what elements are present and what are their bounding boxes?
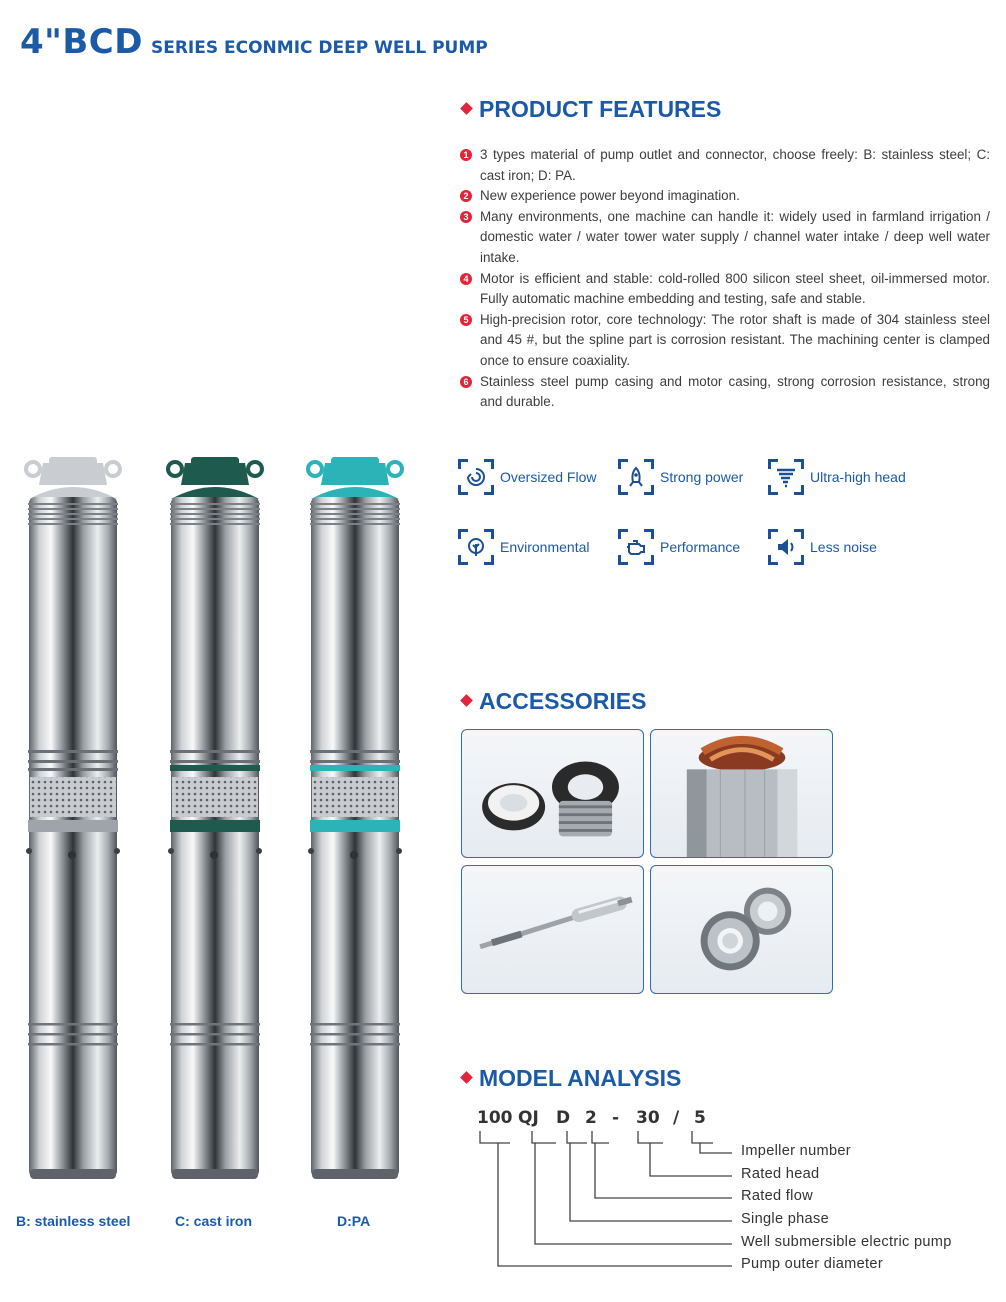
engine-icon [618, 529, 654, 565]
accessories-heading: ACCESSORIES [462, 688, 646, 715]
badge-strong-power: Strong power [618, 458, 743, 496]
model-code-flow: 2 [585, 1108, 597, 1128]
badge-ultra-high-head: Ultra-high head [768, 458, 906, 496]
diamond-icon [460, 102, 473, 115]
pump-cast-iron [168, 457, 262, 1179]
page-header [20, 22, 488, 62]
model-label: Rated head [741, 1166, 820, 1182]
accessory-mechanical-seal [461, 729, 644, 858]
diamond-icon [460, 1071, 473, 1084]
features-heading: PRODUCT FEATURES [462, 96, 721, 123]
features-list [460, 145, 990, 413]
swirl-icon [458, 459, 494, 495]
speaker-icon [768, 529, 804, 565]
model-code-impeller: 5 [694, 1108, 706, 1128]
eco-tree-icon [458, 529, 494, 565]
feature-item: 5 High-precision rotor, core technology: The rotor shaft is made of 304 stainless steel and 45 #, but the spline part is corrosion resistant. The machining center is clamped once to ensure coaxiality. [460, 310, 990, 372]
number-badge-icon: 1 [460, 149, 472, 161]
model-code-head: 30 [636, 1108, 660, 1128]
number-badge-icon: 3 [460, 211, 472, 223]
number-badge-icon: 5 [460, 314, 472, 326]
accessory-motor-stator [650, 729, 833, 858]
caption-cast-iron: C: cast iron [175, 1213, 253, 1229]
badge-oversized-flow: Oversized Flow [458, 458, 596, 496]
number-badge-icon: 6 [460, 376, 472, 388]
feature-item: 6 Stainless steel pump casing and motor casing, strong corrosion resistance, strong and durable. [460, 372, 990, 413]
badge-less-noise: Less noise [768, 528, 877, 566]
diamond-icon [460, 694, 473, 707]
model-heading: MODEL ANALYSIS [462, 1065, 681, 1092]
number-badge-icon: 2 [460, 190, 472, 202]
badge-performance: Performance [618, 528, 740, 566]
pump-images [0, 455, 440, 1195]
model-connector-lines [470, 1105, 1000, 1285]
accessory-ball-bearing [650, 865, 833, 994]
model-analysis [470, 1105, 1000, 1285]
caption-pa: D:PA [337, 1213, 371, 1229]
model-code-slash: / [673, 1108, 680, 1128]
rocket-icon [618, 459, 654, 495]
feature-item: 2 New experience power beyond imagination. [460, 186, 990, 207]
model-code-type: QJ [518, 1108, 539, 1128]
number-badge-icon: 4 [460, 273, 472, 285]
model-code-dash: - [612, 1108, 620, 1128]
pump-pa [308, 457, 402, 1179]
feature-item: 3 Many environments, one machine can handle it: widely used in farmland irrigation / domestic water / water tower water supply / channel water intake / deep well water intake. [460, 207, 990, 269]
page-subtitle: SERIES ECONMIC DEEP WELL PUMP [150, 38, 488, 58]
tornado-icon [768, 459, 804, 495]
pump-stainless-steel [26, 457, 120, 1179]
model-code-phase: D [556, 1108, 571, 1128]
page-title: 4"BCD [20, 22, 143, 62]
feature-item: 4 Motor is efficient and stable: cold-rolled 800 silicon steel sheet, oil-immersed motor. Fully automatic machine embedding and testing, safe and stable. [460, 269, 990, 310]
model-label: Rated flow [741, 1188, 813, 1204]
model-label: Impeller number [741, 1143, 851, 1159]
feature-item: 1 3 types material of pump outlet and connector, choose freely: B: stainless steel; C: cast iron; D: PA. [460, 145, 990, 186]
model-label: Well submersible electric pump [741, 1234, 952, 1250]
badge-environmental: Environmental [458, 528, 590, 566]
model-code-diameter: 100 [477, 1108, 513, 1128]
accessory-rotor-shaft [461, 865, 644, 994]
model-label: Pump outer diameter [741, 1256, 883, 1272]
caption-stainless-steel: B: stainless steel [16, 1213, 131, 1229]
model-label: Single phase [741, 1211, 829, 1227]
feature-badges [458, 458, 978, 568]
